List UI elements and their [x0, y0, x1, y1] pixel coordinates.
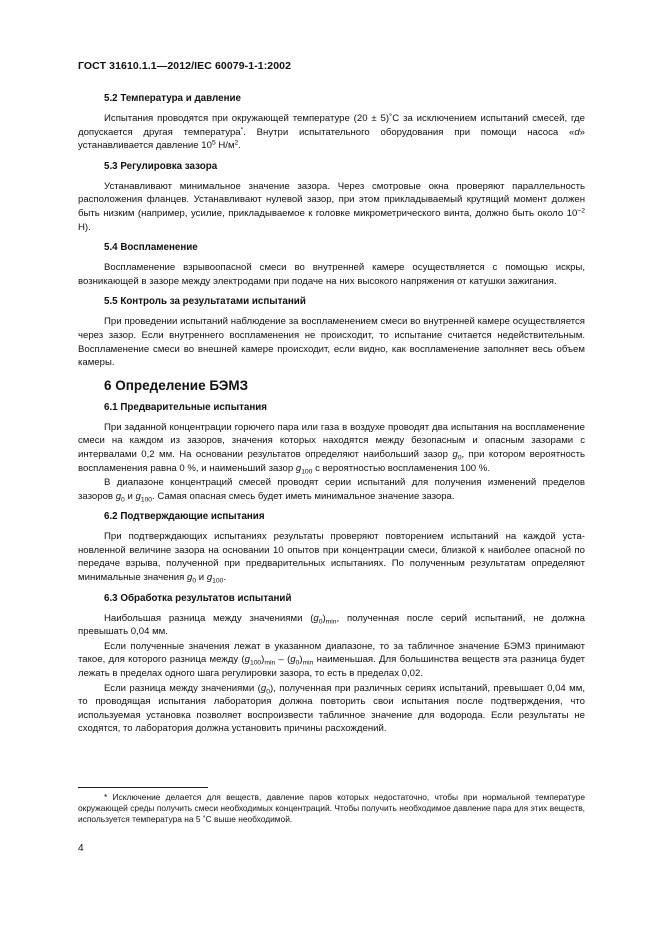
footnote: [78, 792, 585, 826]
section-title-5-5: 5.5 Контроль за результатами испытаний: [104, 296, 306, 308]
paragraph-6-2: При подтверждающих испытаниях результаты проверяют повторением испытаний на каждой установленной величине зазора на основании 10 опытов при концентрации смеси, близкой к наиболее опасной по передаче взрыва, полученной при предварительных испытаниях. По полученным результатам определяют минимальные значения $g_0$ и $g_{100}$.: [78, 531, 585, 585]
section-5-2: [78, 93, 585, 153]
page-body: [78, 93, 585, 744]
section-5-3: [78, 161, 585, 234]
section-6-1: [78, 402, 585, 504]
section-title-6-1: 6.1 Предварительные испытания: [104, 401, 267, 413]
section-title-5-4: 5.4 Воспламенение: [104, 242, 198, 254]
paragraph-6-1-b: В диапазоне концентраций смесей проводят серии испытаний для получения изменений пределов зазоров $g_0$ и $g_{100}$. Самая опасная смесь будет иметь минимальное значение зазора.: [78, 477, 585, 504]
footnote-separator: [78, 787, 208, 788]
section-title-5-3: 5.3 Регулировка зазора: [104, 160, 218, 172]
section-title-6-2: 6.2 Подтверждающие испытания: [104, 511, 265, 523]
section-5-4: [78, 242, 585, 288]
chapter-title-6: 6 Определение БЭМЗ: [104, 377, 249, 393]
paragraph-5-4: Воспламенение взрывоопасной смеси во внутренней камере осуществляется с помощью искры, возникающей в зазоре между электродами при подаче на них высокого напряжения от катушки зажигания.: [78, 262, 585, 287]
paragraph-5-5: При проведении испытаний наблюдение за воспламенением смеси во внутренней камере осуществляется через зазор. Если внутреннего воспламенения не происходит, то испытание считается недействительным. Воспламенение смеси во внешней камере происходит, если видно, как воспламенение заполняет весь объем камеры.: [78, 316, 585, 369]
page-number: 4: [78, 843, 84, 854]
paragraph-6-3-c: Если разница между значениями $(g_0)$, полученная при различных сериях испытаний, превышает 0,04 мм, то проводящая испытания лаборатория должна повторить свои испытания после подтверждения, что используемая установка позволяет воспроизвести табличное значение для водорода. Если результаты не сходятся, то лаборатория должна установить причины расхождений.: [78, 682, 586, 735]
section-6-2: [78, 511, 585, 584]
section-title-6-3: 6.3 Обработка результатов испытаний: [104, 592, 292, 604]
section-title-5-2: 5.2 Температура и давление: [104, 93, 241, 104]
paragraph-6-1-a: При заданной концентрации горючего пара или газа в воздухе проводят два испытания на воспламенение смеси на каждом из зазоров, значения которых находятся между безопасным и опасным зазорами с интервалами 0,2 мм. На основании результатов определяют наибольший зазор $g_0$, при котором вероятность воспламенения равна 0 %, и наименьший зазор $g_{100}$ с вероятностью воспламенения 100 %.: [78, 421, 585, 475]
paragraph-6-3-a: Наибольшая разница между значениями $(g_0)_{min}$, полученная после серий испытаний, не должна превышать 0,04 мм.: [78, 612, 585, 638]
paragraph-6-3-b: Если полученные значения лежат в указанном диапазоне, то за табличное значение БЭМЗ принимают такое, для которого разница между $(g_{100})_{min} - (g_0)_{min}$ наименьшая. Для большинства веществ эта разница будет лежать в пределах одного шага регулировки зазора, то есть в пределах 0,02.: [78, 640, 585, 680]
paragraph-5-2: Испытания проводятся при окружающей температуре (20 ± 5)˚С за исключением испытаний смесей, где допускается другая температура*. Внутри испытательного оборудования при помощи насоса «d» устанавливается давление $10^5$ $Н/м^2$.: [78, 113, 585, 152]
running-header: ГОСТ 31610.1.1—2012/IEC 60079-1-1:2002: [78, 60, 292, 72]
paragraph-5-3: Устанавливают минимальное значение зазора. Через смотровые окна проверяют параллельность расположения фланцев. Устанавливают нулевой зазор, при этом прикладываемый крутящий момент должен быть низким (например, усилие, прикладываемое к головке микрометрического винта, должно быть около $10^{-2}$ Н).: [78, 180, 585, 233]
footnote-text: * Исключение делается для веществ, давление паров которых недостаточно, чтобы при нормальной температуре окружающей среды получить смеси необходимых концентраций. Чтобы получить необходимое давление пара для этих веществ, используется температура на 5 ˚С выше необходимой.: [78, 792, 585, 825]
section-5-5: [78, 296, 585, 369]
section-6-3: [78, 593, 585, 736]
